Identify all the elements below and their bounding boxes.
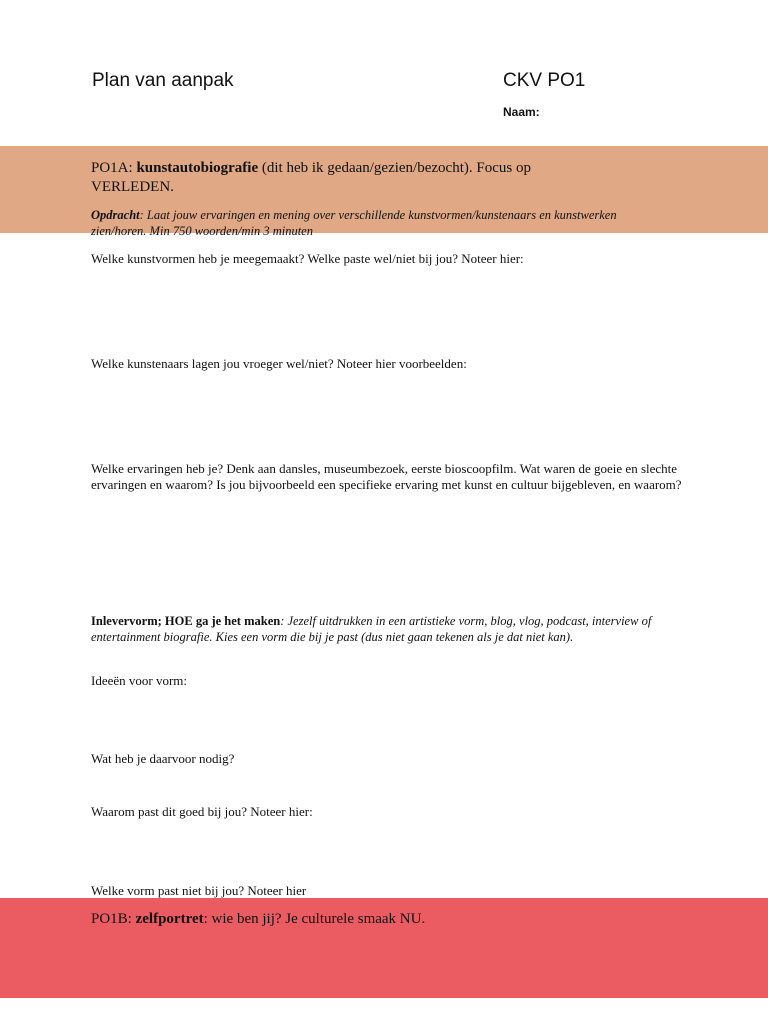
- section-1a-heading: [91, 159, 611, 197]
- section-1a-task: [91, 207, 651, 239]
- section-1a-description: (dit heb ik gedaan/gezien/bezocht). Focus op VERLEDEN.: [91, 160, 531, 195]
- course-code: CKV PO1: [503, 70, 586, 91]
- question-experiences: Welke ervaringen heb je? Denk aan dansles, museumbezoek, eerste bioscoopfilm. Wat waren de goeie en slechte ervaringen en waarom? Is jou bijvoorbeeld een specifieke ervaring met kunst en cultuur bijgebleven, en waarom?: [91, 461, 682, 492]
- inlevervorm-block: [91, 613, 666, 645]
- question-not-fitting: Welke vorm past niet bij jou? Noteer hier: [91, 883, 307, 898]
- inlevervorm-label: Inlevervorm; HOE ga je het maken: [91, 614, 281, 628]
- task-text: : Laat jouw ervaringen en mening over verschillende kunstvormen/kunstenaars en kunstwerken zien/horen. Min 750 woorden/min 3 minuten: [91, 208, 617, 238]
- question-why-fits: Waarom past dit goed bij jou? Noteer hier:: [91, 804, 313, 819]
- document-title: Plan van aanpak: [92, 70, 234, 91]
- section-1b-description: : wie ben jij? Je culturele smaak NU.: [203, 911, 426, 927]
- question-art-forms: Welke kunstvormen heb je meegemaakt? Welke paste wel/niet bij jou? Noteer hier:: [91, 251, 524, 266]
- question-form-ideas: Ideeën voor vorm:: [91, 673, 188, 688]
- question-artists: Welke kunstenaars lagen jou vroeger wel/niet? Noteer hier voorbeelden:: [91, 356, 467, 371]
- section-1b-code: PO1B:: [91, 911, 132, 927]
- name-label: Naam:: [503, 105, 540, 119]
- section-1b-topic: zelfportret: [135, 911, 204, 927]
- inlevervorm-text: : Jezelf uitdrukken in een artistieke vorm, blog, vlog, podcast, interview of entertainment biografie. Kies een vorm die bij je past (dus niet gaan tekenen als je dat niet kan).: [91, 614, 652, 644]
- task-label: Opdracht: [91, 208, 140, 222]
- section-1a-code: PO1A:: [91, 160, 133, 176]
- question-needs: Wat heb je daarvoor nodig?: [91, 751, 235, 766]
- section-1a-topic: kunstautobiografie: [136, 160, 259, 176]
- section-1b-heading: [91, 910, 425, 929]
